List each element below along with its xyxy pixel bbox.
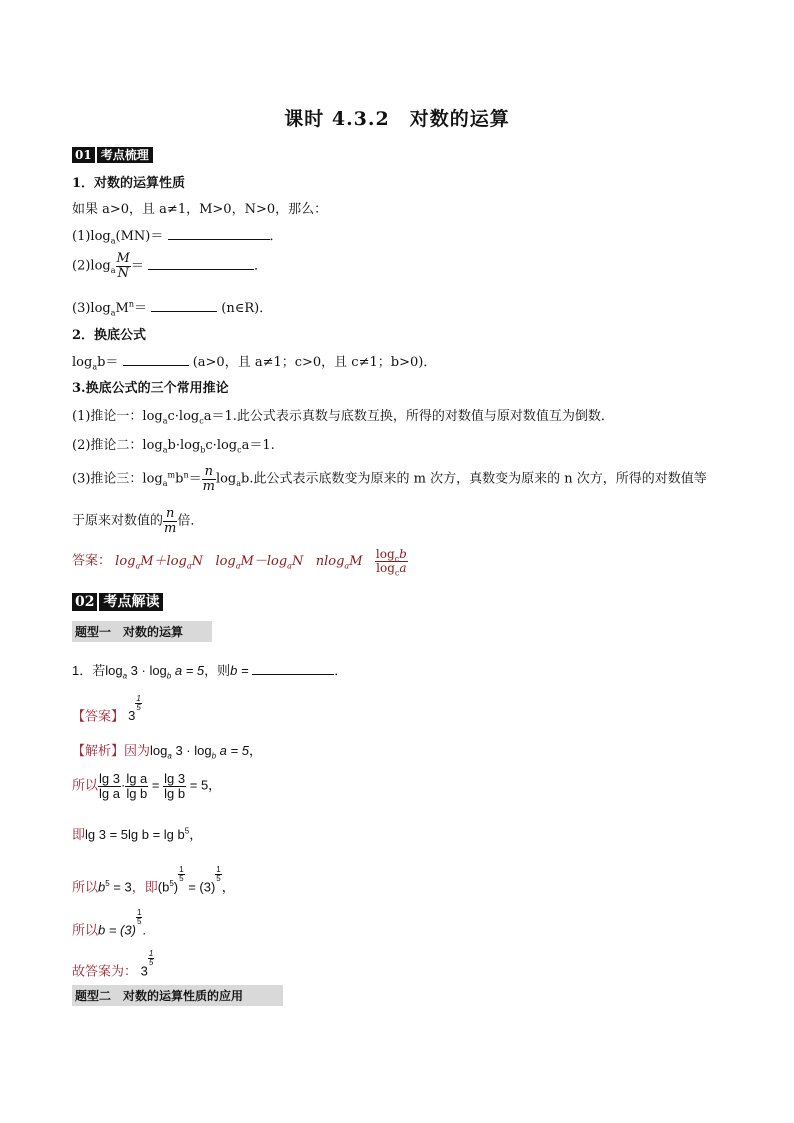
s2-frac1 [98,772,121,800]
a2-log: log [215,553,236,569]
formula-3-sub: a [110,308,116,318]
page-title: 课时 4.3.2 对数的运算 [284,108,510,130]
s4-exp2-d: 5 [216,874,221,884]
s4-pre: 所以 [72,879,99,895]
analysis-line-2 [72,772,221,800]
question-1 [72,660,347,679]
s1-mid: 3 · log [171,743,212,758]
formula-2-blank[interactable] [148,258,254,270]
section-badge-02 [72,591,163,611]
c1-end: a＝1.此公式表示真数与底数互换，所得的对数值与原对数值互为倒数． [203,409,614,424]
c3-subsup: m [167,470,176,480]
a2-mid: M－log [240,553,288,569]
s5-exp-n: 1 [136,908,142,917]
condition-text: 如果 a>0，且 a≠1，M>0，N>0，那么： [72,202,328,217]
q1-period: ． [334,663,348,678]
s2-eq: = [151,777,160,793]
c3-a: (3)推论三：log [72,471,163,487]
s2-f3n: lg 3 [164,771,186,786]
formula-1: $(1)\log_a(MN)=$ ． [72,229,283,246]
section-number: 01 [72,147,95,163]
a4-den-arg: a [399,560,407,575]
answer-tag: 【答案】 [72,709,125,725]
change-log: log [72,355,93,370]
s1-log: log [150,743,168,758]
formula-1-log: (1)log [72,229,111,244]
corollary-3-line2 [72,507,203,535]
type-2-bar: 题型二 对数的运算性质的应用 [72,985,283,1006]
s5-pre: 所以 [72,922,99,938]
a4-num-log: log [375,547,395,561]
s1-sub2: b [211,751,217,761]
formula-2: $(2)\log_a$ $\frac{M}{N}$ ＝ ． [72,251,267,281]
s6-pre: 故答案为： [72,963,138,979]
c3-l2-post: 倍． [177,513,204,529]
ans-base: 3 [128,708,136,724]
formula-3-blank[interactable] [151,300,217,312]
q1-mid: 3 · log [127,663,167,678]
s2-frac2 [125,772,148,800]
s2-f1d: lg a [99,785,120,801]
q1-end: a = 5 [171,663,205,678]
type-1-bar: 题型一 对数的运算 [72,621,212,642]
s6-exp-d: 5 [148,958,154,968]
s2-post: ， [208,777,222,793]
formula-3 [72,297,272,316]
s3-post: ， [189,827,203,842]
a1-sub: a [135,561,141,571]
section-label: 考点梳理 [97,147,153,163]
answer-label: 答案： [72,553,112,569]
formula-2-log: (2)log [72,258,111,274]
s6-base: 3 [140,963,148,979]
answer-1-block [72,695,142,724]
s5-expr: b = (3) [98,922,136,938]
a2-sub2: a [287,561,292,571]
s2-f2d: lg b [126,785,148,801]
s4-post: ， [221,879,235,895]
c2-mid2: c·log [205,438,238,453]
c1-mid: c·log [167,409,200,424]
a1-log: log [115,553,136,569]
s4-exp-d: 5 [179,874,184,884]
s1-pre: 因为 [124,743,151,758]
ans-exp-d: 5 [136,703,141,713]
section-badge-01 [72,146,153,163]
s2-frac3 [163,772,186,800]
analysis-line-5 [72,909,146,938]
answer-value [128,694,142,724]
c3-log: log [215,471,237,487]
s2-f1n: lg 3 [99,771,120,786]
s4-lp: (b [157,879,170,895]
a3-sub: a [344,561,350,571]
corollary-2 [72,434,275,453]
s2-dot: · [120,777,126,793]
formula-2-numerator: M [116,251,130,266]
s4-rp: ) [173,879,179,895]
s4-in-sup: 5 [169,879,174,889]
c2-mid1: b·log [167,438,201,453]
section1-answers [72,547,408,577]
q1-b: b = [230,663,249,678]
formula-3-base: M [115,301,129,316]
corollary-1 [72,405,614,424]
c2-a: (2)推论二：log [72,438,163,453]
formula-2-eq: ＝ [130,258,144,274]
c2-sub3: c [237,445,242,455]
c2-sub1: a [162,445,168,455]
c3-l2-fn: n [163,507,177,522]
a2-end: N [291,553,304,569]
s5-post: . [142,922,147,938]
a4-den-sub: c [394,567,400,577]
change-cond: (a>0，且 a≠1；c>0，且 c≠1；b>0)． [192,355,437,370]
answer-4-fraction [375,547,408,577]
c3-fraction [202,465,216,493]
c3-eq: ＝ [188,471,202,487]
s3-expr: lg 3 = 5lg b = lg b [85,827,185,842]
formula-2-sub: a [110,266,116,276]
formula-2-denominator: N [117,265,129,281]
answer-3 [316,554,363,569]
s3-pre: 即 [72,827,86,842]
q1-sub: a [122,671,128,681]
c3-l2-fraction [163,507,177,535]
c2-sub2: b [200,445,206,455]
s2-f2n: lg a [126,771,148,786]
analysis-line-3 [72,824,202,843]
s5-exp-d: 5 [136,917,142,927]
change-blank[interactable] [123,354,189,366]
analysis-line-6 [72,950,154,979]
c3-l2-fd: m [164,520,177,536]
s4-exp2-n: 1 [216,865,221,874]
analysis-tag: 【解析】 [72,744,125,759]
section-label-02: 考点解读 [99,593,163,611]
c3-sub2: a [236,479,242,489]
a1-end: N [191,553,204,569]
section-number-02: 02 [72,593,97,611]
s2-pre: 所以 [72,777,99,793]
s3-sup: 5 [184,826,190,836]
heading-change-of-base: 2．换底公式 [72,328,147,343]
a2-sub: a [235,561,241,571]
change-sub: a [92,362,98,372]
a4-den-log: log [376,560,395,575]
a1-mid: M＋log [140,553,187,569]
answer-2 [215,554,303,569]
question-1-blank[interactable] [252,663,334,675]
s6-exp-n: 1 [148,949,154,958]
s4-exp-n: 1 [179,865,184,874]
s4-eq: = 3 [109,879,132,895]
change-of-base-formula [72,351,436,370]
q1-then: ，则 [204,663,231,678]
s4-b: b [98,879,106,895]
s1-sub: a [167,751,172,761]
c3-sub: a [162,479,168,489]
c1-a: (1)推论一：log [72,409,163,424]
formula-3-log: (3)log [72,301,111,316]
formula-1-blank[interactable] [168,228,270,240]
c3-fn: n [202,465,216,480]
s4-eq2: = (3) [184,879,216,895]
s1-end: a = 5 [216,743,249,758]
formula-1-arg: (MN)＝ [115,229,164,244]
ans-exp-n: 1 [136,694,141,703]
a4-num-arg: b [399,547,407,561]
formula-3-eq: ＝ [133,301,147,316]
formula-3-cond: (n∈R)． [221,301,273,316]
formula-1-sub: a [110,236,116,246]
c3-fd: m [202,478,215,494]
formula-3-sup: n [128,299,134,309]
corollary-3 [72,465,707,493]
c3-end: b.此公式表示底数变为原来的 m 次方，真数变为原来的 n 次方，所得的对数值等 [241,471,707,487]
s4-sup: 5 [105,879,110,889]
q1-sub2: b [166,671,172,681]
answer-1 [115,554,203,569]
formula-2-fraction [116,252,131,280]
heading-corollaries: 3.换底公式的三个常用推论 [72,381,229,396]
c3-b: b [175,471,184,487]
a1-sub2: a [186,561,192,571]
a3-end: M [349,553,363,569]
c1-sub2: c [199,416,204,426]
s2-end: = 5 [189,777,209,793]
a4-num-sub: c [394,554,400,564]
c3-bsup: n [183,470,189,480]
s1-post: ， [248,743,262,758]
c2-end: a＝1. [241,438,275,453]
s4-mid: ，即 [131,879,158,895]
analysis-line-1 [72,740,262,759]
heading-log-properties: 1．对数的运算性质 [72,176,186,191]
change-arg: b＝ [97,355,119,370]
s2-f3d: lg b [164,785,186,801]
c3-l2-pre: 于原来对数值的 [72,513,164,529]
q1-pre: 1．若 [72,663,106,678]
q1-log: log [105,663,123,678]
c1-sub1: a [162,416,168,426]
a3-log: nlog [315,553,345,569]
analysis-line-4 [72,866,235,895]
